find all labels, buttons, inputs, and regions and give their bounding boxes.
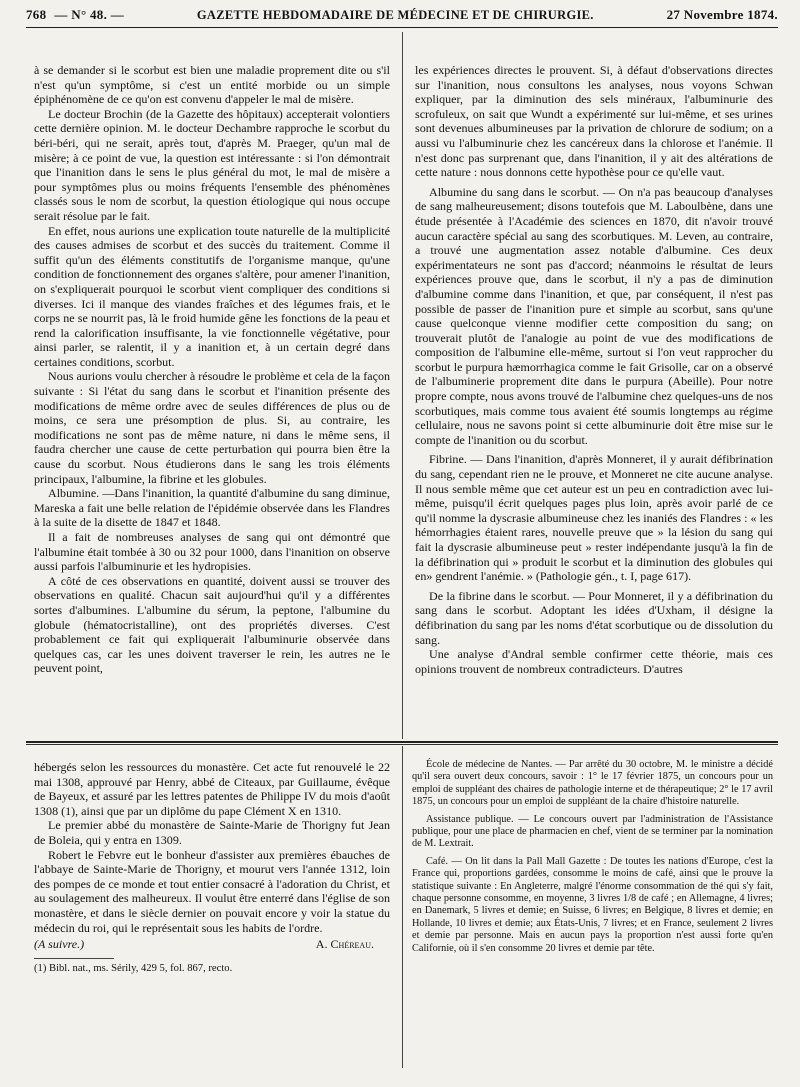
history-column bbox=[34, 760, 390, 976]
paragraph: hébergés selon les ressources du monastère. Cet acte fut renouvelé le 22 mai 1308, approuvé par Henry, abbé de Citeaux, par Guillaume, évêque de Bayeux, et assuré par les lettres patentes de Philippe IV du mois d'août 1308 (1), ainsi que par un diplôme du pape Clément X en 1310. bbox=[34, 760, 390, 818]
paragraph: Le docteur Brochin (de la Gazette des hôpitaux) accepterait volontiers cette dernière opinion. M. le docteur Dechambre rapproche le scorbut du béri-béri, qui ne serait, après tout, d'après M. Praeger, qu'un mal de misère; à ce point de vue, la question est intéressante : si l'on démontrait que l'inanition dans le sens le plus général du mot, le mal de misère a pour symptômes plus ou moins fréquents l'ensemble des phénomènes classés sous le nom de scorbut, la question étiologique qui nous occupe serait résolue par le fait. bbox=[34, 106, 390, 223]
paragraph: Nous aurions voulu chercher à résoudre le problème et cela de la façon suivante : Si l'état du sang dans le scorbut et l'inanition présente des modifications de même ordre avec de seules différences de plus ou de moins, ce sera une présomption de plus. Si, au contraire, les modifications ne sont pas de même nature, ni dans le même sens, il faudra chercher une cause de cette perturbation qui pourra bien être la cause du scorbut. Nous étudierons dans le sang les trois éléments principaux, l'albumine, la fibrine et les globules. bbox=[34, 369, 390, 486]
header-rule bbox=[26, 27, 778, 28]
news-item-cafe: Café. — On lit dans la Pall Mall Gazette : De toutes les nations d'Europe, c'est la France qui, proportions gardées, consomme le moins de café, ainsi que le prouve la statistique suivante : En Angleterre, malgré l'énorme consommation de thé qui s'y fait, chaque personne consomme, en moyenne, 3 livres 1/8 de café ; en Allemagne, 4 livres; en Danemark, 5 livres et demie; en Suisse, 6 livres; en Belgique, 8 livres et demie; en Hollande, 10 livres et demie; aux États-Unis, 7 livres; et en France, seulement 2 livres et demie par personne. Mais en aucun pays la proportion n'est aussi forte qu'en Californie, où il s'en consomme 20 livres et demie par tête. bbox=[412, 855, 773, 954]
section-divider bbox=[26, 741, 778, 743]
article-column-left bbox=[34, 63, 390, 676]
issue-number: — N° 48. — bbox=[54, 7, 124, 22]
paragraph: les expériences directes le prouvent. Si, à défaut d'observations directes sur l'inanition, nous consultons les analyses, nous voyons Schwan expliquer, par la diminution des sels minéraux, l'albuminurie des scrofuleux, on sait que Wundt a expérimenté sur lui-même, et ses urines sont devenues albumineuses par la privation de chlorure de sodium; on a aussi vu l'albuminurie chez les cancéreux dans la chlorose et l'anémie. Il n'est donc pas surprenant que, dans l'inanition, il y ait des altérations de cette nature : nous donnons cette hypothèse pour ce qu'elle vaut. bbox=[415, 63, 773, 180]
header-left bbox=[26, 7, 124, 23]
paragraph-fibrine-scorbut: De la fibrine dans le scorbut. — Pour Monneret, il y a défibrination du sang dans le scorbut. Adoptant les idées d'Uxham, il désigne la défibrination du sang par les noms d'état scorbutique ou de dissolution du sang. bbox=[415, 588, 773, 647]
paragraph: Une analyse d'Andral semble confirmer cette théorie, mais ces opinions trouvent de nombreux contradicteurs. D'autres bbox=[415, 647, 773, 676]
news-column bbox=[412, 759, 773, 955]
section-divider-thin bbox=[26, 744, 778, 745]
paragraph: Le premier abbé du monastère de Sainte-Marie de Thorigny fut Jean de Boleia, qui y entra en 1309. bbox=[34, 818, 390, 847]
paragraph-albumine-scorbut: Albumine du sang dans le scorbut. — On n'a pas beaucoup d'analyses de sang malheureusement; disons toutefois que M. Laboulbène, dans une étude présentée à l'Académie des sciences en 1870, dit n'avoir trouvé aucun caractère spécial au sang des scorbutiques. M. Leven, au contraire, a trouvé une augmentation assez notable d'albumine. Ces deux expérimentateurs ne sont pas d'accord; néanmoins le résultat de leurs expériences prouve que, dans le scorbut, il n'y a pas de diminution d'albumine comme dans l'inanition, et que, par conséquent, il n'est pas possible de passer de l'inanition pure et simple au scorbut, sans qu'une cause quelconque vienne modifier cette composition du sang; on trouverait plutôt de l'analogie au point de vue des modifications de composition de l'albumine elle-même, surtout si l'on veut rapprocher du scorbut le purpura hæmorrhagica comme le fait Grisolle, car on a observé de l'albuminerie proprement dite dans le purpura (Abeille). Pour notre propre compte, nous avons trouvé de l'albumine chez quelques-uns de nos scorbutiques, mais comme tous avaient été soumis longtemps au régime cellulaire, nous ne savons point si cette albuminurie doit être mise sur le compte de l'inanition ou du scorbut. bbox=[415, 184, 773, 447]
footnote: (1) Bibl. nat., ms. Sérily, 429 5, fol. 867, recto. bbox=[34, 962, 233, 974]
signature-line bbox=[34, 937, 390, 952]
page-header bbox=[26, 4, 778, 26]
author-name: A. Chéreau. bbox=[315, 937, 374, 952]
journal-title: GAZETTE HEBDOMADAIRE DE MÉDECINE ET DE CHIRURGIE. bbox=[196, 7, 594, 22]
paragraph: En effet, nous aurions une explication toute naturelle de la multiplicité des causes admises de scorbut et des succès du traitement. Comme il suffit qu'un des éléments constitutifs de l'organisme manque, qu'une condition de fonctionnement des organes s'altère, pour amener l'inanition, on s'expliquerait pourquoi le scorbut vient compliquer des conditions si diverses. Ici il manque des viandes fraîches et des légumes frais, et le corps ne se nourrit pas, là le froid humide gêne les fonctions de la peau et rend la calorification insuffisante, la vie fonctionnelle végétative, pour ainsi parler, se ralentit, il y a inanition et, à un certain degré dans certaines conditions, scorbut. bbox=[34, 223, 390, 369]
page-number: 768 bbox=[26, 7, 47, 22]
to-follow: (A suivre.) bbox=[34, 937, 85, 952]
paragraph: Il a fait de nombreuses analyses de sang qui ont démontré que l'albumine était tombée à 30 ou 32 pour 1000, dans l'inanition on observe aussi parfois l'albuminurie et les hydropisies. bbox=[34, 530, 390, 574]
footnote-rule bbox=[34, 958, 114, 959]
paragraph: A côté de ces observations en quantité, doivent aussi se trouver des observations en qualité. Chacun sait aujourd'hui qu'il y a différentes sortes d'albumines. L'albumine du sérum, la peptone, l'albumine du globule (hématocristalline), ont des propriétés diverses. C'est probablement ce fait qui expliquerait l'albuminurie observée dans quelques cas, car les unes doivent traverser le rein, les autres ne le peuvent point, bbox=[34, 573, 390, 676]
paragraph-albumine: Albumine. —Dans l'inanition, la quantité d'albumine du sang diminue, Mareska a fait une belle relation de l'épidémie observée dans les Flandres à la suite de la disette de 1847 et 1848. bbox=[34, 486, 390, 530]
paragraph: Robert le Febvre eut le bonheur d'assister aux premières ébauches de l'abbaye de Sainte-Marie de Thorigny, et mourut vers l'année 1312, loin des pompes de ce monde et tout entier consacré à l'adoration du Christ, et au soulagement des malheureux. Il voulut être enterré dans l'église de son monastère, et dans le siècle dernier on pouvait encore y voir la statue du médecin du roi, qui le représentait sous les habits de l'ordre. bbox=[34, 847, 390, 935]
issue-date: 27 Novembre 1874. bbox=[666, 7, 778, 22]
paragraph-fibrine: Fibrine. — Dans l'inanition, d'après Monneret, il y aurait défibrination du sang, cependant rien ne le prouve, et Monneret ne cite aucune analyse. Il nous semble même que cet auteur est un peu en contradiction avec lui-même, puisqu'il écrit quelques pages plus loin, après avoir parlé de ce qu'il nomme la dyscrasie albumineuse chez les inaniés des Flandres : « les hémorrhagies étaient rares, nouvelle preuve que » la lésion du sang qui fait la dyscrasie albumineuse peut » rester indépendante jusqu'à la fin de la défibrination qui » produit le scorbut et la diminution des globules qui en» gendrent l'anémie. » (Pathologie gén., t. I, page 617). bbox=[415, 452, 773, 584]
paragraph: à se demander si le scorbut est bien une maladie proprement dite ou s'il n'est qu'un symptôme, si c'est un entité morbide ou un simple épiphénomène de ce qu'on est convenu d'appeler le mal de misère. bbox=[34, 63, 390, 107]
column-divider-bottom bbox=[402, 746, 403, 1068]
column-divider-top bbox=[402, 32, 403, 739]
article-column-right bbox=[415, 63, 773, 676]
news-item-assistance: Assistance publique. — Le concours ouvert par l'administration de l'Assistance publique, pour une place de pharmacien en chef, vient de se terminer par la nomination de M. Lextrait. bbox=[412, 813, 773, 850]
news-item-nantes: École de médecine de Nantes. — Par arrêté du 30 octobre, M. le ministre a décidé qu'il sera ouvert deux concours, savoir : 1° le 17 février 1875, un concours pour un emploi de suppléant des chaires de pathologie interne et de thérapeutique; 2° le 17 avril 1875, un concours pour un emploi de suppléant de la chaire d'histoire naturelle. bbox=[412, 759, 773, 808]
